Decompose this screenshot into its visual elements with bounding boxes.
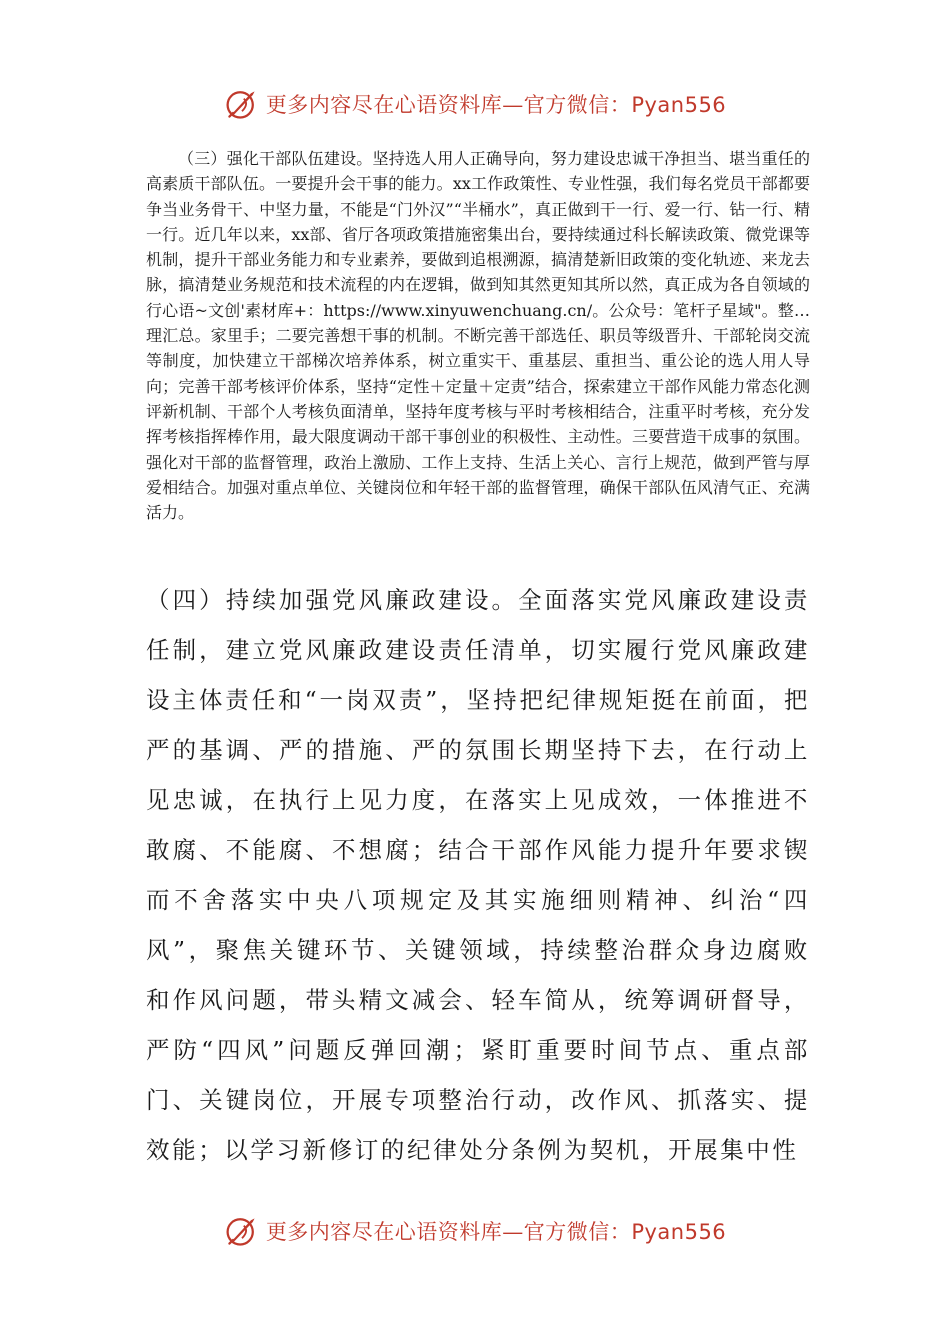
section-4-paragraph: （四）持续加强党风廉政建设。全面落实党风廉政建设责任制，建立党风廉政建设责任清单，切实履行党风廉政建设主体责任和“一岗双责”，坚持把纪律规矩挺在前面，把严的基调、严的措施、严的氛围长期坚持下去，在行动上见忠诚，在执行上见力度，在落实上见成效，一体推进不敢腐、不能腐、不想腐；结合干部作风能力提升年要求锲而不舍落实中央八项规定及其实施细则精神、纠治“四风”，聚焦关键环节、关键领域，持续整治群众身边腐败和作风问题，带头精文减会、轻车简从，统筹调研督导，严防“四风”问题反弹回潮；紧盯重要时间节点、重点部门、关键岗位，开展专项整治行动，改作风、抓落实、提效能；以学习新修订的纪律处分条例为契机，开展集中性 <box>146 586 810 1164</box>
quill-logo-icon <box>224 86 260 122</box>
watermark-text-cn: 更多内容尽在心语资料库—官方微信： <box>265 93 632 117</box>
watermark-wechat-id: Pyan556 <box>631 93 727 117</box>
watermark-text <box>266 1216 726 1246</box>
quill-logo-icon <box>224 1213 260 1249</box>
watermark-text-cn: 更多内容尽在心语资料库—官方微信： <box>265 1220 632 1244</box>
footer-watermark <box>0 1211 950 1251</box>
header-watermark <box>0 84 950 124</box>
section-3-paragraph: （三）强化干部队伍建设。坚持选人用人正确导向，努力建设忠诚干净担当、堪当重任的高素质干部队伍。一要提升会干事的能力。xx工作政策性、专业性强，我们每名党员干部都要争当业务骨干、中坚力量，不能是“门外汉”“半桶水”，真正做到干一行、爱一行、钻一行、精一行。近几年以来，xx部、省厅各项政策措施密集出台，要持续通过科长解读政策、微党课等机制，提升干部业务能力和专业素养，要做到追根溯源，搞清楚新旧政策的变化轨迹、来龙去脉，搞清楚业务规范和技术流程的内在逻辑，做到知其然更知其所以然，真正成为各自领域的行心语~文创'素材库+：https://www.xinyuwenchuang.cn/。公众号：笔杆子星域"。整…理汇总。家里手；二要完善想干事的机制。不断完善干部选任、职员等级晋升、干部轮岗交流等制度，加快建立干部梯次培养体系，树立重实干、重基层、重担当、重公论的选人用人导向；完善干部考核评价体系，坚持“定性＋定量＋定责”结合，探索建立干部作风能力常态化测评新机制、干部个人考核负面清单，坚持年度考核与平时考核相结合，注重平时考核，充分发挥考核指挥棒作用，最大限度调动干部干事创业的积极性、主动性。三要营造干成事的氛围。强化对干部的监督管理，政治上激励、工作上支持、生活上关心、言行上规范，做到严管与厚爱相结合。加强对重点单位、关键岗位和年轻干部的监督管理，确保干部队伍风清气正、充满活力。 <box>146 149 810 523</box>
watermark-wechat-id: Pyan556 <box>631 1220 727 1244</box>
watermark-text <box>266 89 726 119</box>
